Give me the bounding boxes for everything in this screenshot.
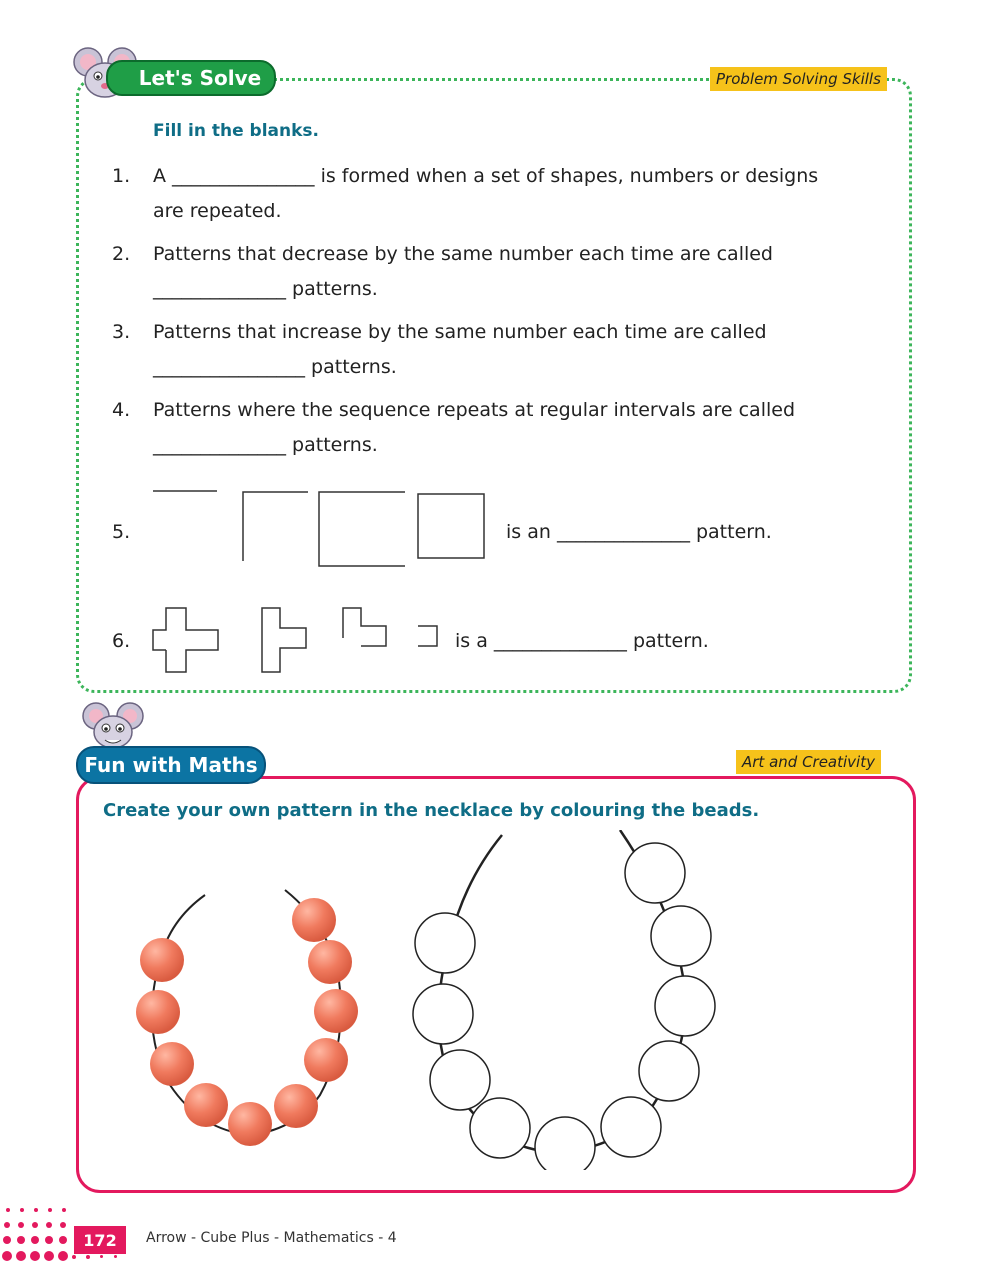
fun-with-maths-label: Fun with Maths [84, 753, 258, 777]
necklace-instruction: Create your own pattern in the necklace by colouring the beads. [103, 800, 760, 821]
art-creativity-tag: Art and Creativity [736, 750, 881, 774]
question-3-line1: Patterns that increase by the same number each time are called [153, 321, 767, 343]
question-4-line2: ______________ patterns. [153, 434, 378, 456]
question-3-line2: ________________ patterns. [153, 356, 397, 378]
question-2-line2: ______________ patterns. [153, 278, 378, 300]
page-number: 172 [74, 1226, 126, 1254]
question-number: 2. [112, 243, 131, 265]
question-number: 1. [112, 165, 131, 187]
book-title: Arrow - Cube Plus - Mathematics - 4 [146, 1230, 397, 1246]
question-number: 4. [112, 399, 131, 421]
question-6-text: is a ______________ pattern. [455, 630, 709, 652]
question-number: 3. [112, 321, 131, 343]
question-1-line2: are repeated. [153, 200, 282, 222]
mouse-mascot-icon [78, 700, 148, 752]
lets-solve-tab [106, 60, 276, 96]
problem-solving-tag: Problem Solving Skills [710, 67, 887, 91]
question-1-line1: A _______________ is formed when a set of shapes, numbers or designs [153, 165, 819, 187]
question-4-line1: Patterns where the sequence repeats at regular intervals are called [153, 399, 796, 421]
lets-solve-label: Let's Solve [138, 66, 262, 90]
coloured-necklace-figure [120, 880, 380, 1160]
blank-beads[interactable] [413, 843, 715, 1170]
growing-squares-figure [150, 486, 490, 570]
question-number: 5. [112, 521, 131, 543]
question-2-line1: Patterns that decrease by the same number each time are called [153, 243, 773, 265]
fun-with-maths-tab [76, 746, 266, 784]
blank-necklace-figure [405, 830, 725, 1170]
shrinking-cross-figure [150, 602, 450, 674]
question-number: 6. [112, 630, 131, 652]
fill-blanks-heading: Fill in the blanks. [153, 121, 319, 141]
question-5-text: is an ______________ pattern. [506, 521, 772, 543]
